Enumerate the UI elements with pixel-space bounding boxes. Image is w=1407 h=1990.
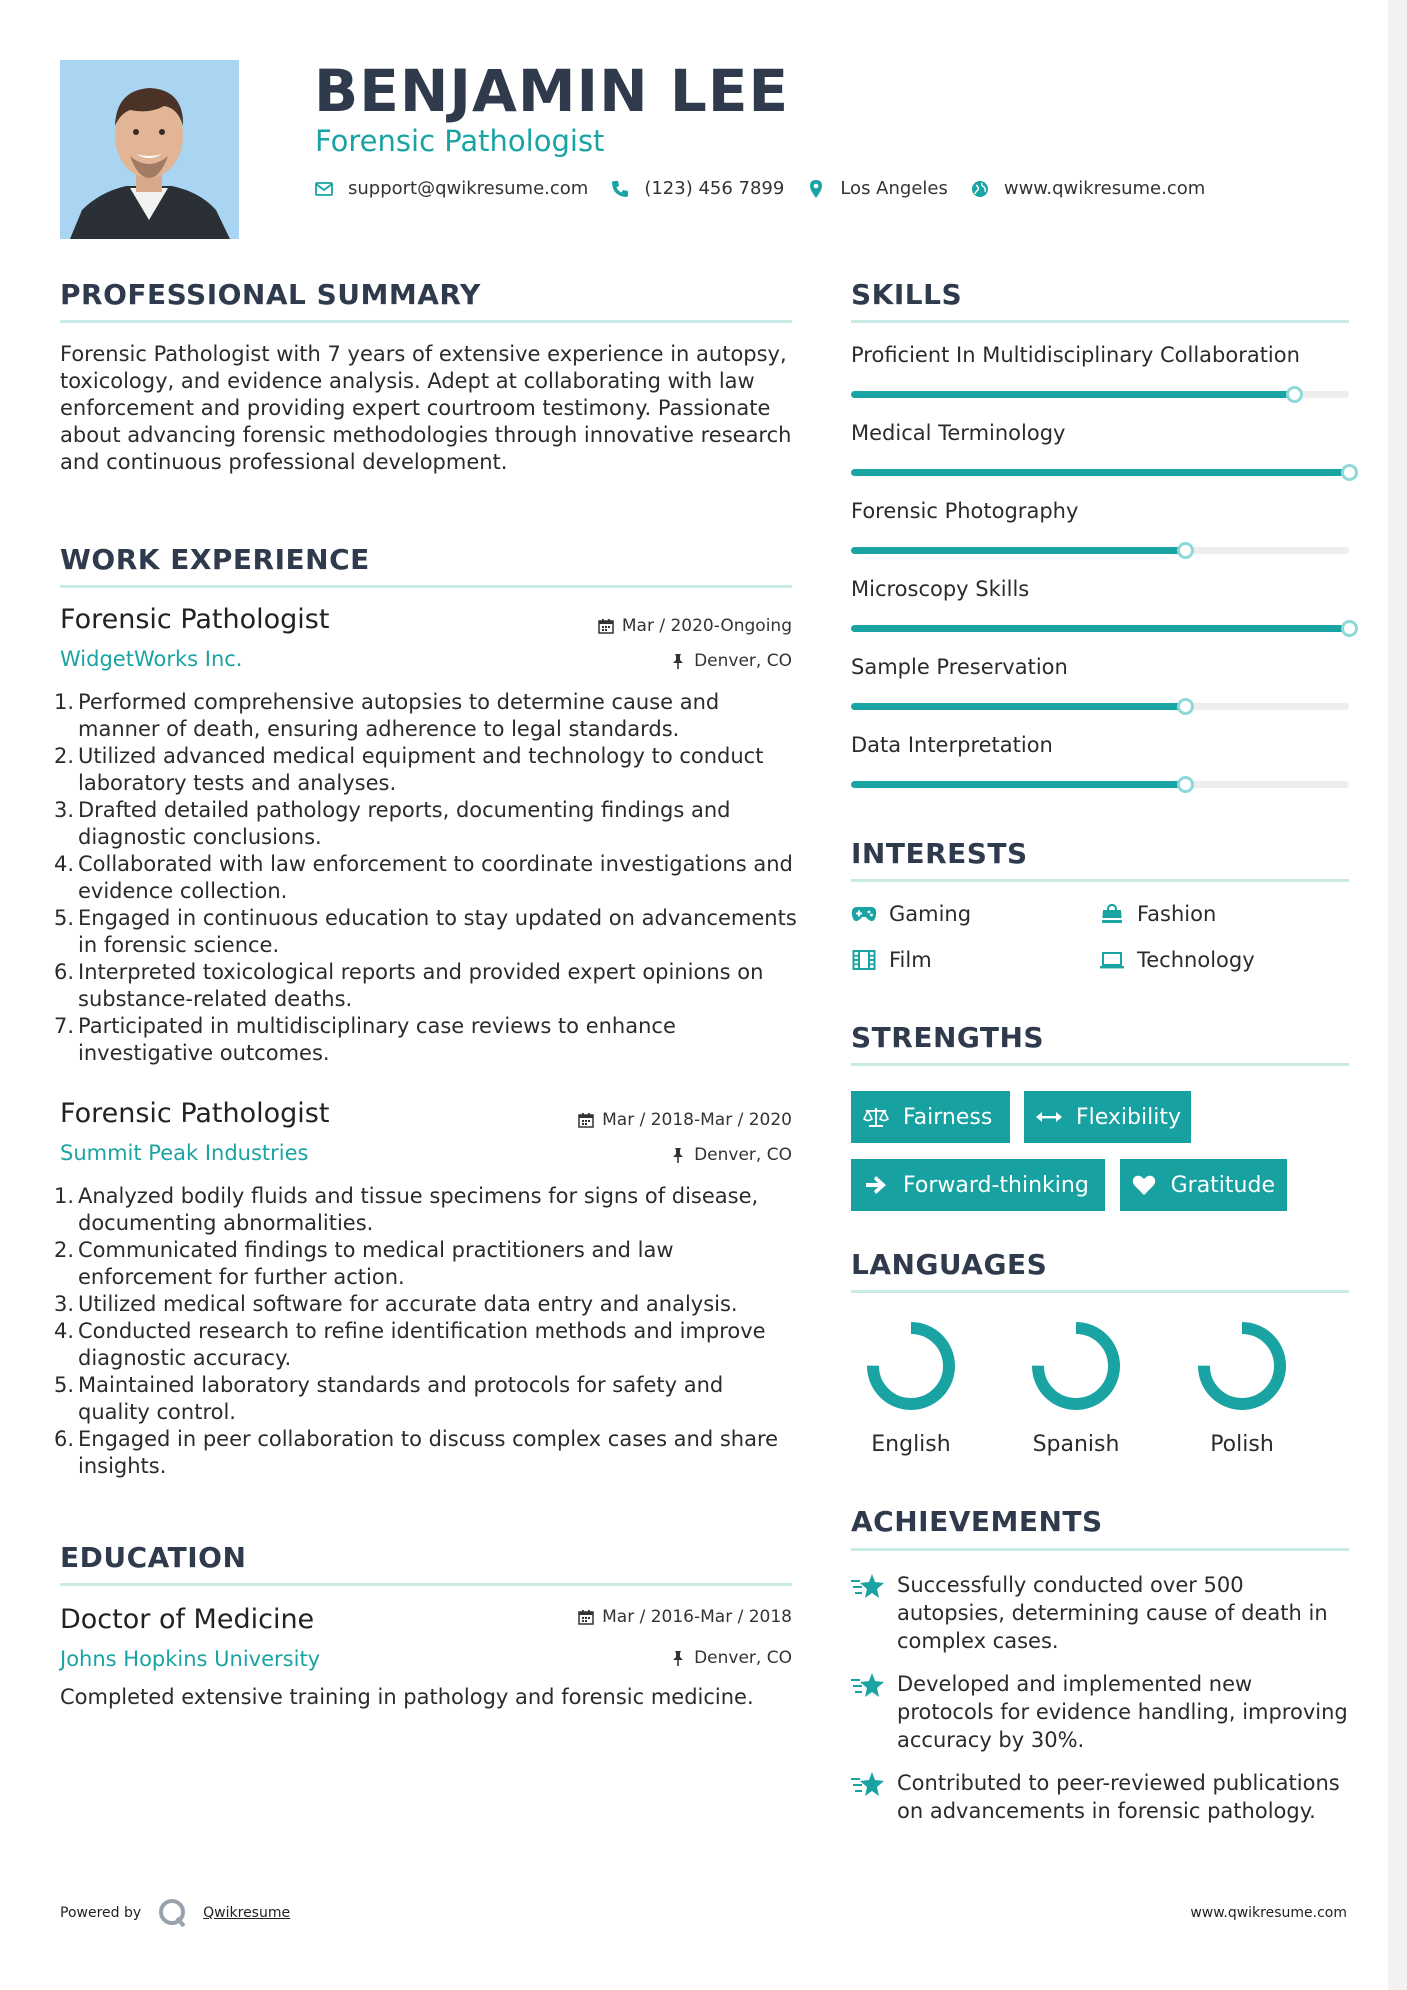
achievement-item	[851, 1571, 1351, 1655]
interest-item	[1099, 902, 1216, 926]
globe-icon	[970, 179, 990, 199]
list-item: Engaged in continuous education to stay updated on advancements in forensic science.	[78, 906, 797, 957]
skill-bar	[851, 391, 1349, 398]
strength-chip	[851, 1159, 1105, 1211]
education-divider	[60, 1583, 792, 1586]
list-item: Utilized medical software for accurate data entry and analysis.	[78, 1292, 738, 1316]
skill-bar-fill	[851, 469, 1349, 476]
language-item	[846, 1318, 976, 1457]
shooting-star-icon	[851, 1670, 885, 1700]
language-label: English	[871, 1432, 951, 1457]
strength-chip	[1024, 1091, 1191, 1143]
arrow-right-icon	[863, 1173, 889, 1197]
job-dates	[578, 1110, 792, 1130]
map-pin-icon	[806, 179, 826, 199]
balance-scale-icon	[863, 1105, 889, 1129]
language-item	[1011, 1318, 1141, 1457]
shopping-bag-icon	[1099, 903, 1125, 925]
qwikresume-link[interactable]: Qwikresume	[203, 1905, 291, 1921]
interest-item	[851, 902, 971, 926]
skill-bar-fill	[851, 703, 1185, 710]
languages-heading: LANGUAGES	[851, 1248, 1048, 1281]
contact-row	[314, 178, 1227, 199]
job-title: Forensic Pathologist	[60, 1098, 330, 1129]
phone-text: (123) 456 7899	[644, 178, 785, 199]
location-text: Los Angeles	[840, 178, 948, 199]
job-dates-text: Mar / 2020-Ongoing	[621, 616, 792, 636]
skill-bar	[851, 781, 1349, 788]
language-label: Polish	[1210, 1432, 1274, 1457]
heart-icon	[1132, 1173, 1157, 1197]
strength-label: Fairness	[903, 1104, 993, 1130]
experience-divider	[60, 585, 792, 588]
strengths-heading: STRENGTHS	[851, 1021, 1045, 1054]
skill-slider-handle	[1177, 776, 1194, 793]
skills-divider	[851, 320, 1349, 323]
skill-slider-handle	[1341, 464, 1358, 481]
summary-text: Forensic Pathologist with 7 years of extensive experience in autopsy, toxicology, and evidence analysis. Adept at collaborating with law enforcement and providing expert courtroom testimony. Passionate about advancing forensic methodologies through innovative research and continuous professional development.	[60, 342, 792, 474]
phone-icon	[610, 179, 630, 199]
shooting-star-icon	[851, 1571, 885, 1601]
skill-bar	[851, 703, 1349, 710]
education-location	[670, 1648, 792, 1668]
interest-label: Technology	[1137, 948, 1255, 972]
skill-bar	[851, 469, 1349, 476]
achievement-item	[851, 1670, 1351, 1754]
strengths-divider	[851, 1063, 1349, 1066]
arrows-horizontal-icon	[1036, 1105, 1062, 1129]
skill-label: Microscopy Skills	[851, 577, 1030, 601]
skill-bar-fill	[851, 625, 1349, 632]
languages-divider	[851, 1290, 1349, 1293]
pushpin-icon	[670, 1650, 686, 1666]
interests-heading: INTERESTS	[851, 837, 1028, 870]
skill-bar	[851, 547, 1349, 554]
skill-slider-handle	[1286, 386, 1303, 403]
website-text: www.qwikresume.com	[1003, 178, 1206, 199]
pushpin-icon	[670, 653, 686, 669]
job-bullets	[60, 1183, 800, 1480]
film-icon	[851, 949, 877, 971]
laptop-icon	[1099, 949, 1125, 971]
powered-by-text: Powered by	[60, 1905, 142, 1921]
calendar-icon	[598, 618, 614, 634]
list-item: Conducted research to refine identification methods and improve diagnostic accuracy.	[78, 1319, 766, 1370]
contact-website[interactable]	[970, 178, 1205, 199]
qwikresume-logo-icon	[157, 1897, 189, 1929]
achievements-heading: ACHIEVEMENTS	[851, 1505, 1103, 1538]
footer-website-link[interactable]: www.qwikresume.com	[1190, 1905, 1347, 1921]
school-name: Johns Hopkins University	[60, 1647, 321, 1671]
job-dates-text: Mar / 2018-Mar / 2020	[602, 1110, 792, 1130]
skill-label: Medical Terminology	[851, 421, 1066, 445]
interest-label: Film	[889, 948, 932, 972]
pushpin-icon	[670, 1147, 686, 1163]
strength-label: Forward-thinking	[903, 1172, 1089, 1198]
strength-label: Gratitude	[1170, 1172, 1275, 1198]
language-ring	[863, 1318, 959, 1414]
list-item: Maintained laboratory standards and protocols for safety and quality control.	[78, 1373, 724, 1424]
skills-heading: SKILLS	[851, 278, 963, 311]
achievement-text: Successfully conducted over 500 autopsies, determining cause of death in complex cases.	[897, 1573, 1328, 1653]
strength-chip	[1120, 1159, 1287, 1211]
gamepad-icon	[851, 903, 877, 925]
contact-email[interactable]	[314, 178, 588, 199]
skill-slider-handle	[1177, 698, 1194, 715]
achievement-text: Developed and implemented new protocols for evidence handling, improving accuracy by 30%.	[897, 1672, 1348, 1752]
skill-label: Data Interpretation	[851, 733, 1053, 757]
job-location	[670, 1145, 792, 1165]
education-dates	[578, 1607, 792, 1627]
education-heading: EDUCATION	[60, 1541, 247, 1574]
job-title: Forensic Pathologist	[60, 604, 330, 635]
job-company: WidgetWorks Inc.	[60, 647, 243, 671]
strength-chip	[851, 1091, 1010, 1143]
job-dates	[598, 616, 792, 636]
skill-label: Proficient In Multidisciplinary Collaboration	[851, 343, 1300, 367]
skill-bar-fill	[851, 391, 1294, 398]
summary-heading: PROFESSIONAL SUMMARY	[60, 278, 481, 311]
language-ring	[1028, 1318, 1124, 1414]
language-item	[1177, 1318, 1307, 1457]
list-item: Communicated findings to medical practitioners and law enforcement for further action.	[78, 1238, 674, 1289]
interest-label: Fashion	[1137, 902, 1217, 926]
job-location-text: Denver, CO	[694, 1145, 792, 1165]
calendar-icon	[578, 1609, 594, 1625]
list-item: Engaged in peer collaboration to discuss complex cases and share insights.	[78, 1427, 779, 1478]
skill-label: Forensic Photography	[851, 499, 1079, 523]
language-ring	[1194, 1318, 1290, 1414]
candidate-title: Forensic Pathologist	[315, 124, 605, 158]
education-dates-text: Mar / 2016-Mar / 2018	[602, 1607, 792, 1627]
education-location-text: Denver, CO	[694, 1648, 792, 1668]
skill-bar-fill	[851, 547, 1185, 554]
list-item: Utilized advanced medical equipment and technology to conduct laboratory tests and analyses.	[78, 744, 764, 795]
contact-location	[806, 178, 948, 199]
job-location	[670, 651, 792, 671]
list-item: Analyzed bodily fluids and tissue specimens for signs of disease, documenting abnormalities.	[78, 1184, 759, 1235]
achievements-divider	[851, 1548, 1349, 1551]
list-item: Drafted detailed pathology reports, documenting findings and diagnostic conclusions.	[78, 798, 731, 849]
experience-heading: WORK EXPERIENCE	[60, 543, 370, 576]
interest-item	[1099, 948, 1255, 972]
job-bullets	[60, 689, 800, 1067]
interests-divider	[851, 879, 1349, 882]
skill-bar-fill	[851, 781, 1185, 788]
list-item: Collaborated with law enforcement to coordinate investigations and evidence collection.	[78, 852, 793, 903]
skill-label: Sample Preservation	[851, 655, 1068, 679]
email-text: support@qwikresume.com	[348, 178, 589, 199]
skill-slider-handle	[1341, 620, 1358, 637]
list-item: Participated in multidisciplinary case reviews to enhance investigative outcomes.	[78, 1014, 676, 1065]
interest-item	[851, 948, 932, 972]
calendar-icon	[578, 1112, 594, 1128]
language-label: Spanish	[1032, 1432, 1120, 1457]
achievement-item	[851, 1769, 1351, 1825]
contact-phone[interactable]	[610, 178, 784, 199]
strength-label: Flexibility	[1076, 1104, 1181, 1130]
job-location-text: Denver, CO	[694, 651, 792, 671]
job-company: Summit Peak Industries	[60, 1141, 309, 1165]
degree-title: Doctor of Medicine	[60, 1604, 315, 1635]
envelope-icon	[314, 179, 334, 199]
interest-label: Gaming	[889, 902, 972, 926]
candidate-name: BENJAMIN LEE	[314, 57, 790, 125]
skill-bar	[851, 625, 1349, 632]
shooting-star-icon	[851, 1769, 885, 1799]
achievement-text: Contributed to peer-reviewed publications on advancements in forensic pathology.	[897, 1771, 1340, 1823]
profile-photo	[60, 60, 239, 239]
skill-slider-handle	[1177, 542, 1194, 559]
list-item: Interpreted toxicological reports and provided expert opinions on substance-related deaths.	[78, 960, 764, 1011]
summary-divider	[60, 320, 792, 323]
footer-powered-by	[60, 1897, 290, 1929]
education-description: Completed extensive training in pathology and forensic medicine.	[60, 1685, 754, 1709]
list-item: Performed comprehensive autopsies to determine cause and manner of death, ensuring adherence to legal standards.	[78, 690, 720, 741]
